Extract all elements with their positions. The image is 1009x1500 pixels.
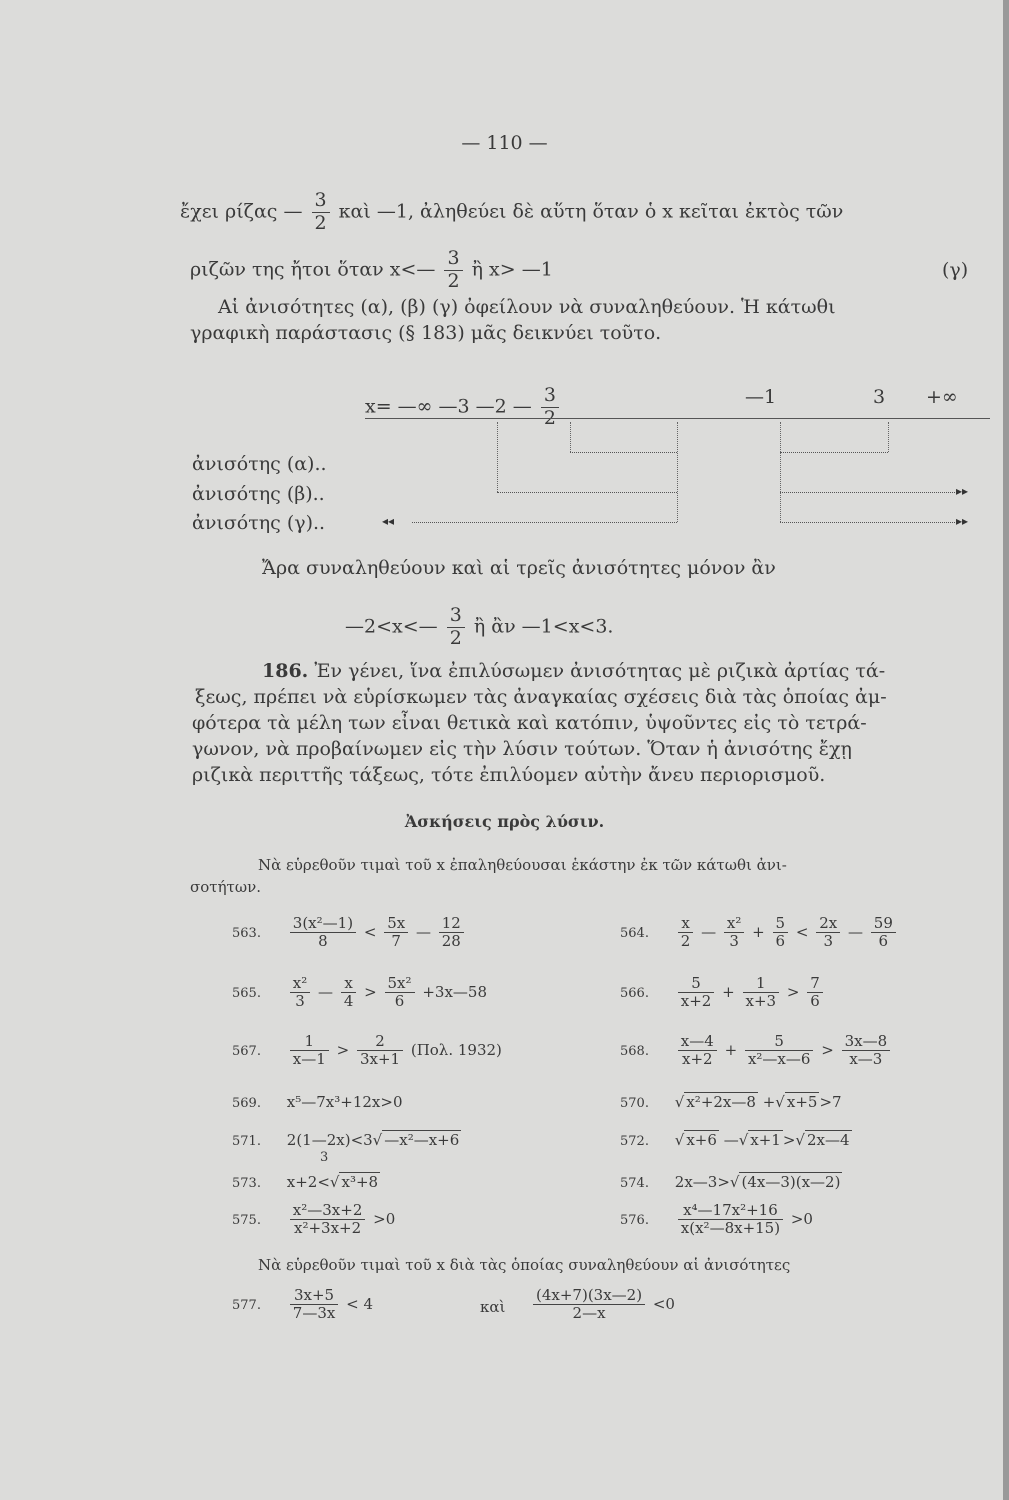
denominator: 3 (729, 932, 739, 951)
arrow-left-icon: ◂◂ (382, 514, 395, 528)
fraction (743, 975, 780, 1011)
denominator: 2 (447, 269, 460, 292)
numerator: 2x (816, 915, 840, 933)
section-186-line-3: φότερα τὰ μέλη των εἶναι θετικὰ καὶ κατόπιν, ὑψοῦντες εἰς τὸ τετρά- (192, 712, 867, 734)
denominator: x(x²—8x+15) (680, 1219, 781, 1238)
fraction (807, 975, 823, 1011)
exercise-570 (620, 1092, 842, 1114)
segment-c-1 (412, 522, 677, 523)
fraction (290, 975, 310, 1011)
fraction (871, 915, 896, 951)
fraction (444, 248, 462, 293)
sign-table-x-axis (365, 385, 562, 430)
exercise-564 (620, 915, 899, 951)
segment-b-2 (780, 492, 955, 493)
fraction (290, 1033, 329, 1069)
numerator: 3(x²—1) (290, 915, 356, 933)
radicand: 2x—4 (806, 1131, 850, 1149)
fraction (447, 605, 465, 650)
numerator: 5x (384, 915, 408, 933)
equation-tag: (γ) (942, 259, 969, 281)
numerator: 5 (745, 1033, 813, 1051)
numerator: 1 (743, 975, 780, 993)
numerator: x² (724, 915, 744, 933)
fraction (384, 915, 408, 951)
fraction (678, 1033, 717, 1069)
operator: > (786, 982, 800, 1001)
expression-rest: >0 (373, 1209, 396, 1228)
denominator: x²—x—6 (747, 1050, 811, 1069)
denominator: 3x+1 (359, 1050, 401, 1069)
root-index: 3 (320, 1150, 329, 1165)
exercise-563 (232, 915, 467, 951)
exercise-565 (232, 975, 487, 1011)
exercise-number: 574. (620, 1176, 649, 1191)
denominator: 6 (878, 932, 889, 951)
operator: — (701, 922, 717, 941)
radicand: (4x—3)(x—2) (741, 1173, 841, 1191)
radicand: x+6 (686, 1131, 717, 1149)
radical-sign: √ (674, 1131, 685, 1149)
denominator: 4 (343, 992, 354, 1011)
numerator: 3 (447, 605, 465, 628)
numerator: (4x+7)(3x—2) (533, 1287, 645, 1305)
exercise-number: 569. (232, 1096, 261, 1111)
row-label-a: ἀνισότης (α).. (192, 453, 327, 475)
operator: + (724, 1040, 738, 1059)
exercise-number: 568. (620, 1043, 649, 1059)
exercise-569 (232, 1092, 403, 1114)
arrow-right-icon: ▸▸ (956, 514, 969, 528)
fraction (842, 1033, 891, 1069)
segment-a-2 (780, 452, 888, 453)
conclusion-line-2 (345, 605, 613, 650)
fraction (357, 1033, 403, 1069)
row-label-b: ἀνισότης (β).. (192, 483, 325, 505)
text-line-4: γραφικὴ παράστασις (§ 183) μᾶς δεικνύει τοῦτο. (190, 322, 662, 344)
expression-rest: >7 (819, 1093, 842, 1111)
line2-end: ἢ x> —1 (471, 258, 553, 281)
fraction (290, 1202, 366, 1238)
radical-sign: +√ (762, 1093, 785, 1111)
exercise-number: 567. (232, 1043, 261, 1059)
text-line-3: Αἱ ἀνισότητες (α), (β) (γ) ὀφείλουν νὰ συναληθεύουν. Ἡ κάτωθι (218, 296, 836, 318)
vline-minus1 (780, 422, 781, 522)
fraction (724, 915, 744, 951)
exercise-576 (620, 1202, 813, 1238)
line1-end: καὶ —1, ἀληθεύει δὲ αὕτη ὅταν ὁ x κεῖται ἐκτὸς τῶν (338, 200, 844, 223)
x-tick-minus-1: —1 (745, 386, 777, 408)
exercise-number: 577. (232, 1297, 261, 1313)
exercises-intro-1: Νὰ εὑρεθοῦν τιμαὶ τοῦ x ἐπαληθεύουσαι ἑκάστην ἐκ τῶν κάτωθι ἀνι- (258, 856, 787, 874)
denominator: 2—x (572, 1304, 606, 1323)
operator: — (848, 922, 863, 941)
radical-sign: √ (674, 1093, 685, 1111)
denominator: 6 (394, 992, 405, 1011)
numerator: 12 (439, 915, 464, 933)
exercises-intro-2: σοτήτων. (190, 878, 261, 896)
denominator: 6 (810, 992, 820, 1011)
denominator: 2 (543, 406, 556, 429)
denominator: 28 (441, 932, 461, 951)
numerator: 3 (444, 248, 462, 271)
x-tick-3: 3 (873, 386, 886, 408)
expression: 2(1—2x)<3√ (286, 1131, 383, 1149)
exercises-intro-3: Νὰ εὑρεθοῦν τιμαὶ τοῦ x διὰ τὰς ὁποίας συναληθεύουν αἱ ἀνισότητες (258, 1256, 791, 1274)
numerator: 5 (773, 915, 789, 933)
section-186-line-1 (262, 659, 885, 683)
denominator: x—3 (849, 1050, 883, 1069)
denominator: x²+3x+2 (294, 1219, 362, 1238)
operator: — (318, 982, 334, 1001)
page-edge-shadow (1003, 0, 1009, 1500)
fraction (745, 1033, 813, 1069)
radical-sign: >√ (782, 1131, 805, 1149)
operator: < (363, 922, 377, 941)
exercise-number: 570. (620, 1096, 649, 1111)
conclusion-line-1: Ἄρα συναληθεύουν καὶ αἱ τρεῖς ἀνισότητες μόνον ἂν (262, 557, 776, 579)
denominator: x+2 (680, 992, 712, 1011)
segment-c-2 (780, 522, 955, 523)
exercise-number: 572. (620, 1134, 649, 1149)
exercise-572 (620, 1130, 852, 1152)
exercises-title: Ἀσκήσεις πρὸς λύσιν. (404, 812, 605, 831)
section-186-line-5: ριζικὰ περιττῆς τάξεως, τότε ἐπιλύομεν αὐτὴν ἄνευ περιορισμοῦ. (192, 764, 826, 786)
line1-start: ἔχει ρίζας — (180, 200, 303, 223)
denominator: x+2 (682, 1050, 713, 1069)
denominator: 7—3x (292, 1304, 336, 1323)
segment-b-1 (497, 492, 677, 493)
segment-a-1 (570, 452, 677, 453)
denominator: x—1 (292, 1050, 326, 1069)
radicand: —x²—x+6 (384, 1131, 460, 1149)
expression-rest: <0 (652, 1294, 675, 1313)
section-number: 186. (262, 660, 309, 682)
section-186-line-4: γωνον, νὰ προβαίνωμεν εἰς τὴν λύσιν τούτων. Ὅταν ἡ ἀνισότης ἔχῃ (192, 738, 852, 760)
vline-minus2 (570, 422, 571, 452)
exercise-568 (620, 1033, 893, 1069)
denominator: x+3 (745, 992, 777, 1011)
exercise-number: 573. (232, 1176, 261, 1191)
exercise-567 (232, 1033, 502, 1069)
numerator: 3 (312, 190, 330, 213)
page-number: — 110 — (461, 132, 548, 154)
exercise-573 (232, 1172, 380, 1194)
vline-minus3-2 (677, 422, 678, 522)
text-line-1 (180, 190, 843, 235)
radical-sign: —√ (723, 1131, 749, 1149)
numerator: 3x—8 (842, 1033, 891, 1051)
exercise-575 (232, 1202, 395, 1238)
fraction (385, 975, 415, 1011)
operator: < (795, 922, 809, 941)
fraction (678, 915, 694, 951)
operator: — (415, 922, 431, 941)
exercise-number: 563. (232, 925, 261, 941)
x-tick-plus-inf: +∞ (926, 386, 958, 408)
exercise-571 (232, 1130, 461, 1152)
exercise-number: 576. (620, 1212, 649, 1228)
denominator: 6 (775, 932, 786, 951)
numerator: 5 (678, 975, 715, 993)
expression: 2x—3>√ (674, 1173, 740, 1191)
radicand: x²+2x—8 (686, 1093, 756, 1111)
operator: > (821, 1040, 834, 1059)
axis-line (365, 418, 990, 419)
line2-start: ριζῶν της ἤτοι ὅταν x<— (190, 258, 436, 281)
numerator: 59 (871, 915, 896, 933)
radicand: x+5 (786, 1093, 818, 1111)
numerator: 7 (807, 975, 823, 993)
denominator: 7 (391, 932, 401, 951)
operator: > (336, 1040, 350, 1059)
arrow-right-icon: ▸▸ (956, 484, 969, 498)
expression-rest: >0 (790, 1209, 813, 1228)
vline-minus3 (497, 422, 498, 492)
denominator: 3 (295, 992, 305, 1011)
fraction (341, 975, 357, 1011)
numerator: 2 (357, 1033, 403, 1051)
numerator: 3x+5 (290, 1287, 339, 1305)
numerator: x (678, 915, 694, 933)
fraction (678, 1202, 783, 1238)
numerator: x—4 (678, 1033, 717, 1051)
numerator: 1 (290, 1033, 329, 1051)
section-186-line-2: ξεως, πρέπει νὰ εὑρίσκωμεν τὰς ἀναγκαίας σχέσεις διὰ τὰς ὁποίας ἀμ- (195, 686, 887, 708)
denominator: 2 (314, 211, 327, 234)
operator: < 4 (346, 1294, 373, 1313)
section-text: Ἐν γένει, ἵνα ἐπιλύσωμεν ἀνισότητας μὲ ριζικὰ ἀρτίας τά- (314, 660, 886, 682)
fraction (773, 915, 789, 951)
row-label-c: ἀνισότης (γ).. (192, 512, 326, 534)
numerator: x²—3x+2 (290, 1202, 366, 1220)
radicand: x³+8 (341, 1173, 379, 1191)
denominator: 3 (823, 932, 833, 951)
operator: > (364, 982, 377, 1001)
radicand: x+1 (750, 1131, 781, 1149)
text-line-2 (190, 248, 553, 293)
denominator: 2 (449, 626, 462, 649)
denominator: 8 (318, 932, 328, 951)
operator: + (722, 982, 735, 1001)
exercise-574 (620, 1172, 842, 1194)
exercise-566 (620, 975, 826, 1011)
numerator: x (341, 975, 357, 993)
vline-3 (888, 422, 889, 452)
exercise-577-part-2 (530, 1287, 675, 1323)
fraction (290, 915, 356, 951)
expression-rest: +3x—58 (422, 982, 487, 1001)
numerator: 3 (541, 385, 559, 408)
conclusion-ineq-end: ἢ ἂν —1<x<3. (473, 615, 614, 638)
numerator: 5x² (385, 975, 415, 993)
fraction (290, 1287, 339, 1323)
exercise-577 (232, 1287, 373, 1323)
exam-note: (Πολ. 1932) (410, 1040, 502, 1059)
operator: + (752, 922, 765, 941)
expression: x+2<√ (286, 1173, 340, 1191)
x-axis-start: x= —∞ —3 —2 — (365, 395, 532, 418)
fraction (816, 915, 840, 951)
exercise-number: 575. (232, 1212, 261, 1228)
fraction (312, 190, 330, 235)
conjunction: καὶ (480, 1298, 506, 1316)
fraction (533, 1287, 645, 1323)
exercise-number: 571. (232, 1134, 261, 1149)
fraction (678, 975, 715, 1011)
numerator: x² (290, 975, 310, 993)
conclusion-ineq-start: —2<x<— (345, 615, 438, 638)
exercise-number: 566. (620, 985, 649, 1001)
exercise-number: 564. (620, 925, 649, 941)
exercise-number: 565. (232, 985, 261, 1001)
denominator: 2 (680, 932, 691, 951)
expression: x⁵—7x³+12x>0 (286, 1093, 403, 1111)
numerator: x⁴—17x²+16 (678, 1202, 783, 1220)
fraction (541, 385, 559, 430)
fraction (439, 915, 464, 951)
